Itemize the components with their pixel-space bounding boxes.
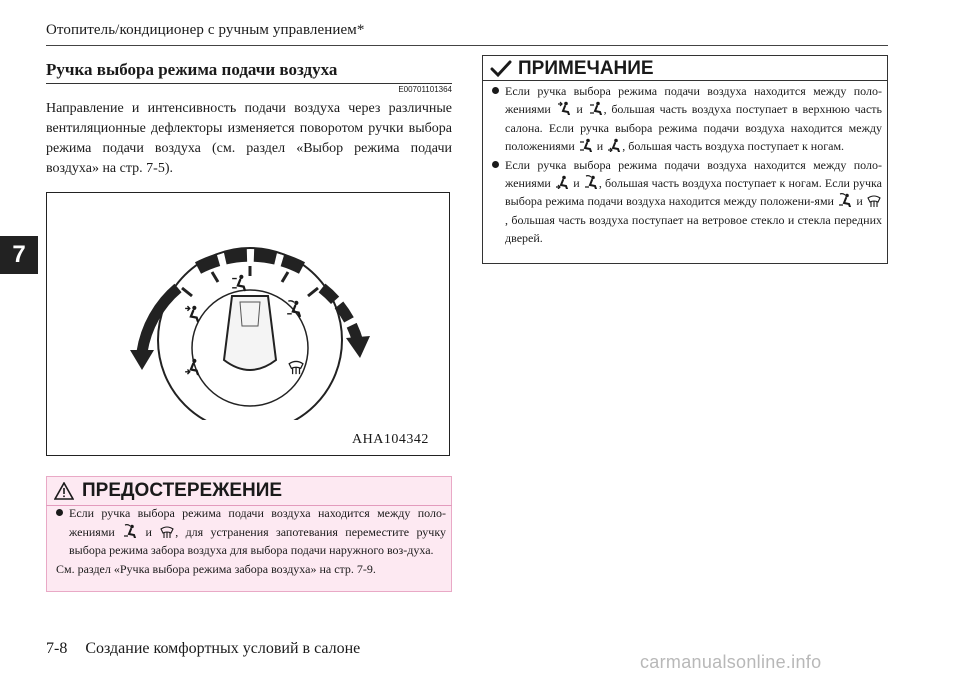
page-number: 7-8 — [46, 640, 68, 657]
figure-label: AHA104342 — [352, 432, 429, 447]
bullet-dot — [492, 87, 499, 94]
note-header — [490, 57, 654, 81]
running-header: Отопитель/кондиционер с ручным управлением* — [46, 22, 365, 38]
mode-bilevel-icon — [579, 138, 593, 152]
page-footer — [46, 640, 360, 658]
watermark: carmanualsonline.info — [640, 652, 822, 672]
warning-p1-a: Если ручка выбора режима подачи воздуха находится между поло-жениями — [69, 506, 446, 539]
warning-p1-and: и — [145, 524, 152, 539]
note-b1-c: , большая часть воздуха поступает к ногам. — [622, 139, 845, 154]
section-title: Ручка выбора режима подачи воздуха — [46, 60, 338, 79]
warning-text — [56, 504, 446, 578]
mode-defrost-icon — [160, 524, 174, 538]
note-b2-and2: и — [856, 194, 863, 209]
warning-header — [54, 478, 282, 504]
note-b1-and1: и — [576, 102, 583, 117]
chapter-tab: 7 — [0, 236, 38, 274]
note-b2-a: Если ручка выбора режима подачи воздуха находится между поло-жениями — [505, 157, 882, 191]
note-b2-b: , большая часть воздуха поступает к ногам. Если ручка выбора режима подачи воздуха находится между положени-ями — [505, 176, 883, 209]
bullet-dot — [56, 509, 63, 516]
note-title: ПРИМЕЧАНИЕ — [518, 58, 654, 79]
mode-bilevel-icon — [589, 101, 603, 115]
footer-chapter: Создание комфортных условий в салоне — [85, 640, 361, 657]
note-divider — [482, 80, 888, 81]
mode-feet-defrost-icon — [123, 524, 137, 538]
warning-p2: См. раздел «Ручка выбора режима забора воздуха» на стр. 7-9. — [56, 561, 376, 576]
warning-triangle-icon — [54, 482, 74, 500]
bullet-dot — [492, 161, 499, 168]
warning-title: ПРЕДОСТЕРЕЖЕНИЕ — [82, 480, 283, 501]
mode-feet-icon — [555, 175, 569, 189]
note-b2-and1: и — [573, 176, 580, 191]
note-b1-a: Если ручка выбора режима подачи воздуха находится между поло-жениями — [505, 84, 882, 117]
mode-feet-defrost-icon — [838, 193, 852, 207]
note-b2-c: , большая часть воздуха поступает на ветровое стекло и стекла передних дверей. — [505, 212, 882, 246]
mode-defrost-icon — [867, 193, 881, 207]
note-check-icon — [490, 60, 512, 78]
warning-p1-b: , для устранения запотевания переместите ручку выбора режима забора воздуха для выбора подачи наружного воз-духа. — [69, 524, 446, 557]
header-divider — [46, 45, 888, 46]
note-b1-b: , большая часть воздуха поступает в верхнюю часть салона. Если ручка выбора режима подачи воздуха находится между положениями — [505, 102, 882, 154]
section-code: E00701101364 — [398, 85, 452, 94]
note-text — [492, 82, 882, 248]
mode-feet-defrost-icon — [584, 175, 598, 189]
section-body: Направление и интенсивность подачи воздуха через различные вентиляционные дефлекторы изменяется поворотом ручки выбора режима подачи воздуха (см. раздел «Выбор режима подачи воздуха» на стр. 7-5). — [46, 101, 452, 176]
mode-face-icon — [557, 101, 571, 115]
mode-selector-dial-illustration — [120, 230, 380, 420]
note-b1-and2: и — [596, 139, 604, 154]
section-divider — [46, 83, 452, 84]
mode-feet-icon — [607, 138, 621, 152]
